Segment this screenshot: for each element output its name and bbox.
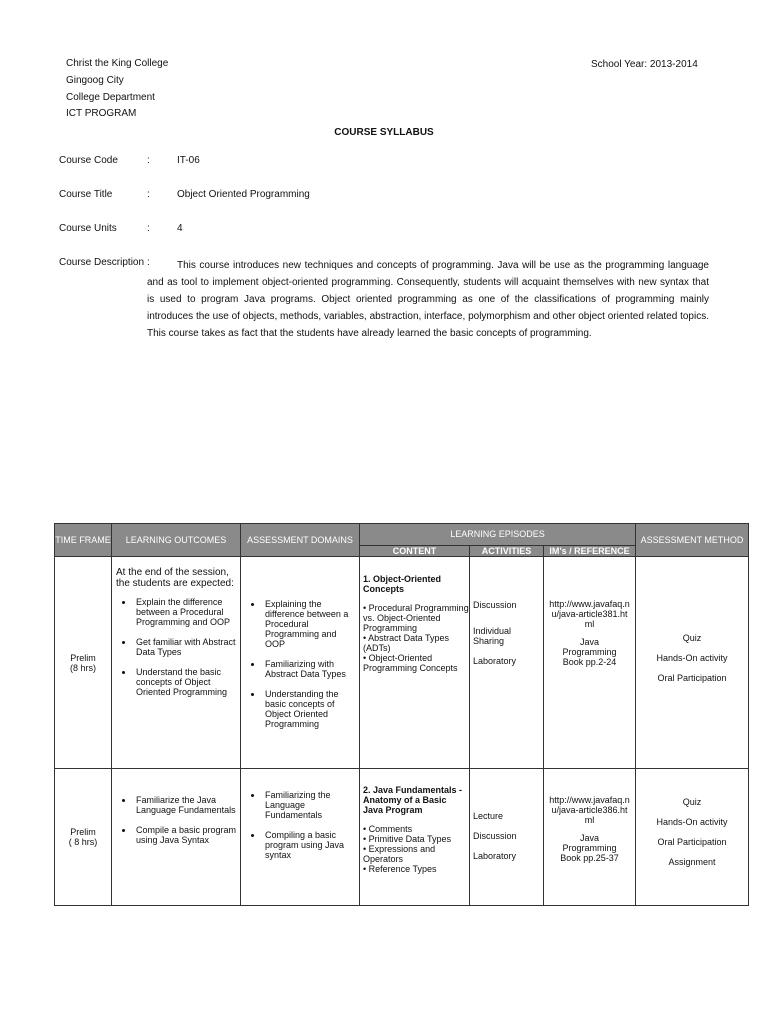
assessment-item: Assignment: [668, 857, 716, 867]
assessment-item: Oral Participation: [657, 672, 727, 683]
assessment-item: Hands-On activity: [656, 817, 728, 827]
time-frame-cell: [55, 769, 112, 906]
header-assessment-domains: ASSESSMENT DOMAINS: [241, 524, 360, 557]
list-item: • Compiling a basic program using Java syntax: [263, 830, 359, 860]
table-row: [55, 769, 749, 906]
assessment-item: Oral Participation: [657, 837, 727, 847]
content-item: • Expressions and Operators: [363, 844, 436, 864]
school-year: School Year: 2013-2014: [591, 59, 698, 70]
college-department: College Department: [66, 92, 155, 103]
activities-cell: [470, 557, 544, 769]
activity-item: Laboratory: [473, 851, 517, 861]
college-name: Christ the King College: [66, 58, 169, 69]
assessment-item: Hands-On activity: [656, 652, 728, 663]
time-frame-term: Prelim: [70, 652, 96, 663]
references-cell: [544, 769, 636, 906]
list-item: • Familiarizing with Abstract Data Types: [263, 659, 359, 679]
header-time-frame: TIME FRAME: [55, 524, 112, 557]
content-item: • Reference Types: [363, 864, 437, 874]
time-frame-hours: (8 hrs): [69, 662, 96, 673]
list-item: • Explaining the difference between a Procedural Programming and OOP: [263, 599, 359, 649]
assessment-domains-cell: [241, 769, 360, 906]
colon: :: [147, 257, 150, 268]
assessment-item: Quiz: [682, 797, 702, 807]
course-code-label: Course Code: [59, 155, 118, 166]
course-title-label: Course Title: [59, 189, 113, 200]
learning-outcomes-cell: [112, 769, 241, 906]
list-item: • Understanding the basic concepts of Object Oriented Programming: [263, 689, 359, 729]
course-title-value: Object Oriented Programming: [177, 189, 310, 200]
assessment-domains-cell: [241, 557, 360, 769]
reference-book: Java Programming Book pp.2-24: [562, 637, 617, 667]
list-item: • Understand the basic concepts of Object Oriented Programming: [134, 667, 240, 697]
reference-link[interactable]: http://www.javafaq.nu/java-article386.html: [549, 795, 630, 825]
table-row: [55, 557, 749, 769]
content-cell: [360, 769, 470, 906]
outcomes-intro: At the end of the session, the students are expected:: [116, 567, 234, 589]
learning-outcomes-cell: [112, 557, 241, 769]
activity-item: Laboratory: [473, 656, 517, 666]
course-code-value: IT-06: [177, 155, 200, 166]
content-item: • Abstract Data Types (ADTs): [363, 633, 450, 653]
content-title: 1. Object-Oriented Concepts: [363, 574, 442, 594]
colon: :: [147, 223, 150, 234]
header-learning-outcomes: LEARNING OUTCOMES: [112, 524, 241, 557]
activity-item: Lecture: [473, 811, 504, 821]
list-item: • Compile a basic program using Java Syntax: [134, 825, 240, 845]
course-units-value: 4: [177, 223, 183, 234]
course-units-label: Course Units: [59, 223, 117, 234]
time-frame-hours: ( 8 hrs): [68, 837, 98, 847]
assessment-method-cell: [636, 557, 749, 769]
header-content: CONTENT: [360, 546, 470, 557]
references-cell: [544, 557, 636, 769]
colon: :: [147, 155, 150, 166]
list-item: • Explain the difference between a Procedural Programming and OOP: [134, 597, 240, 627]
activities-cell: [470, 769, 544, 906]
content-item: • Primitive Data Types: [363, 834, 452, 844]
college-city: Gingoog City: [66, 75, 124, 86]
header-references: IM’s / REFERENCE: [544, 546, 636, 557]
assessment-method-cell: [636, 769, 749, 906]
colon: :: [147, 189, 150, 200]
content-item: • Procedural Programming vs. Object-Oriented Programming: [363, 603, 469, 633]
time-frame-cell: [55, 557, 112, 769]
activity-item: Individual Sharing: [473, 626, 512, 646]
document-title: COURSE SYLLABUS: [334, 127, 434, 138]
list-item: • Get familiar with Abstract Data Types: [134, 637, 240, 657]
activity-item: Discussion: [473, 831, 517, 841]
content-title: 2. Java Fundamentals - Anatomy of a Basic Java Program: [363, 785, 463, 815]
header-assessment-method: ASSESSMENT METHOD: [636, 524, 749, 557]
reference-link[interactable]: http://www.javafaq.nu/java-article381.html: [549, 599, 630, 629]
content-cell: [360, 557, 470, 769]
activity-item: Discussion: [473, 600, 517, 610]
course-description-label: Course Description: [59, 257, 145, 268]
assessment-item: Quiz: [682, 632, 702, 643]
header-activities: ACTIVITIES: [470, 546, 544, 557]
course-description: This course introduces new techniques and concepts of programming. Java will be use as the programming language and as tool to implement object-oriented programming. Consequently, students will acquaint themselves with new syntax that is used to program Java programs. Object oriented programming as one of the classifications of programming mainly introduces the use of objects, methods, variables, abstraction, interface, polymorphism and other object oriented related topics. This course takes as fact that the students have already learned the basic concepts of programming.: [147, 260, 709, 339]
content-item: • Object-Oriented Programming Concepts: [363, 653, 458, 673]
program-name: ICT PROGRAM: [66, 108, 137, 119]
syllabus-table: [54, 523, 749, 906]
header-learning-episodes: LEARNING EPISODES: [360, 524, 636, 546]
content-item: • Comments: [363, 824, 413, 834]
reference-book: Java Programming Book pp.25-37: [560, 833, 619, 863]
list-item: • Familiarizing the Language Fundamentals: [263, 790, 359, 820]
list-item: • Familiarize the Java Language Fundamentals: [134, 795, 240, 815]
time-frame-term: Prelim: [70, 827, 96, 837]
